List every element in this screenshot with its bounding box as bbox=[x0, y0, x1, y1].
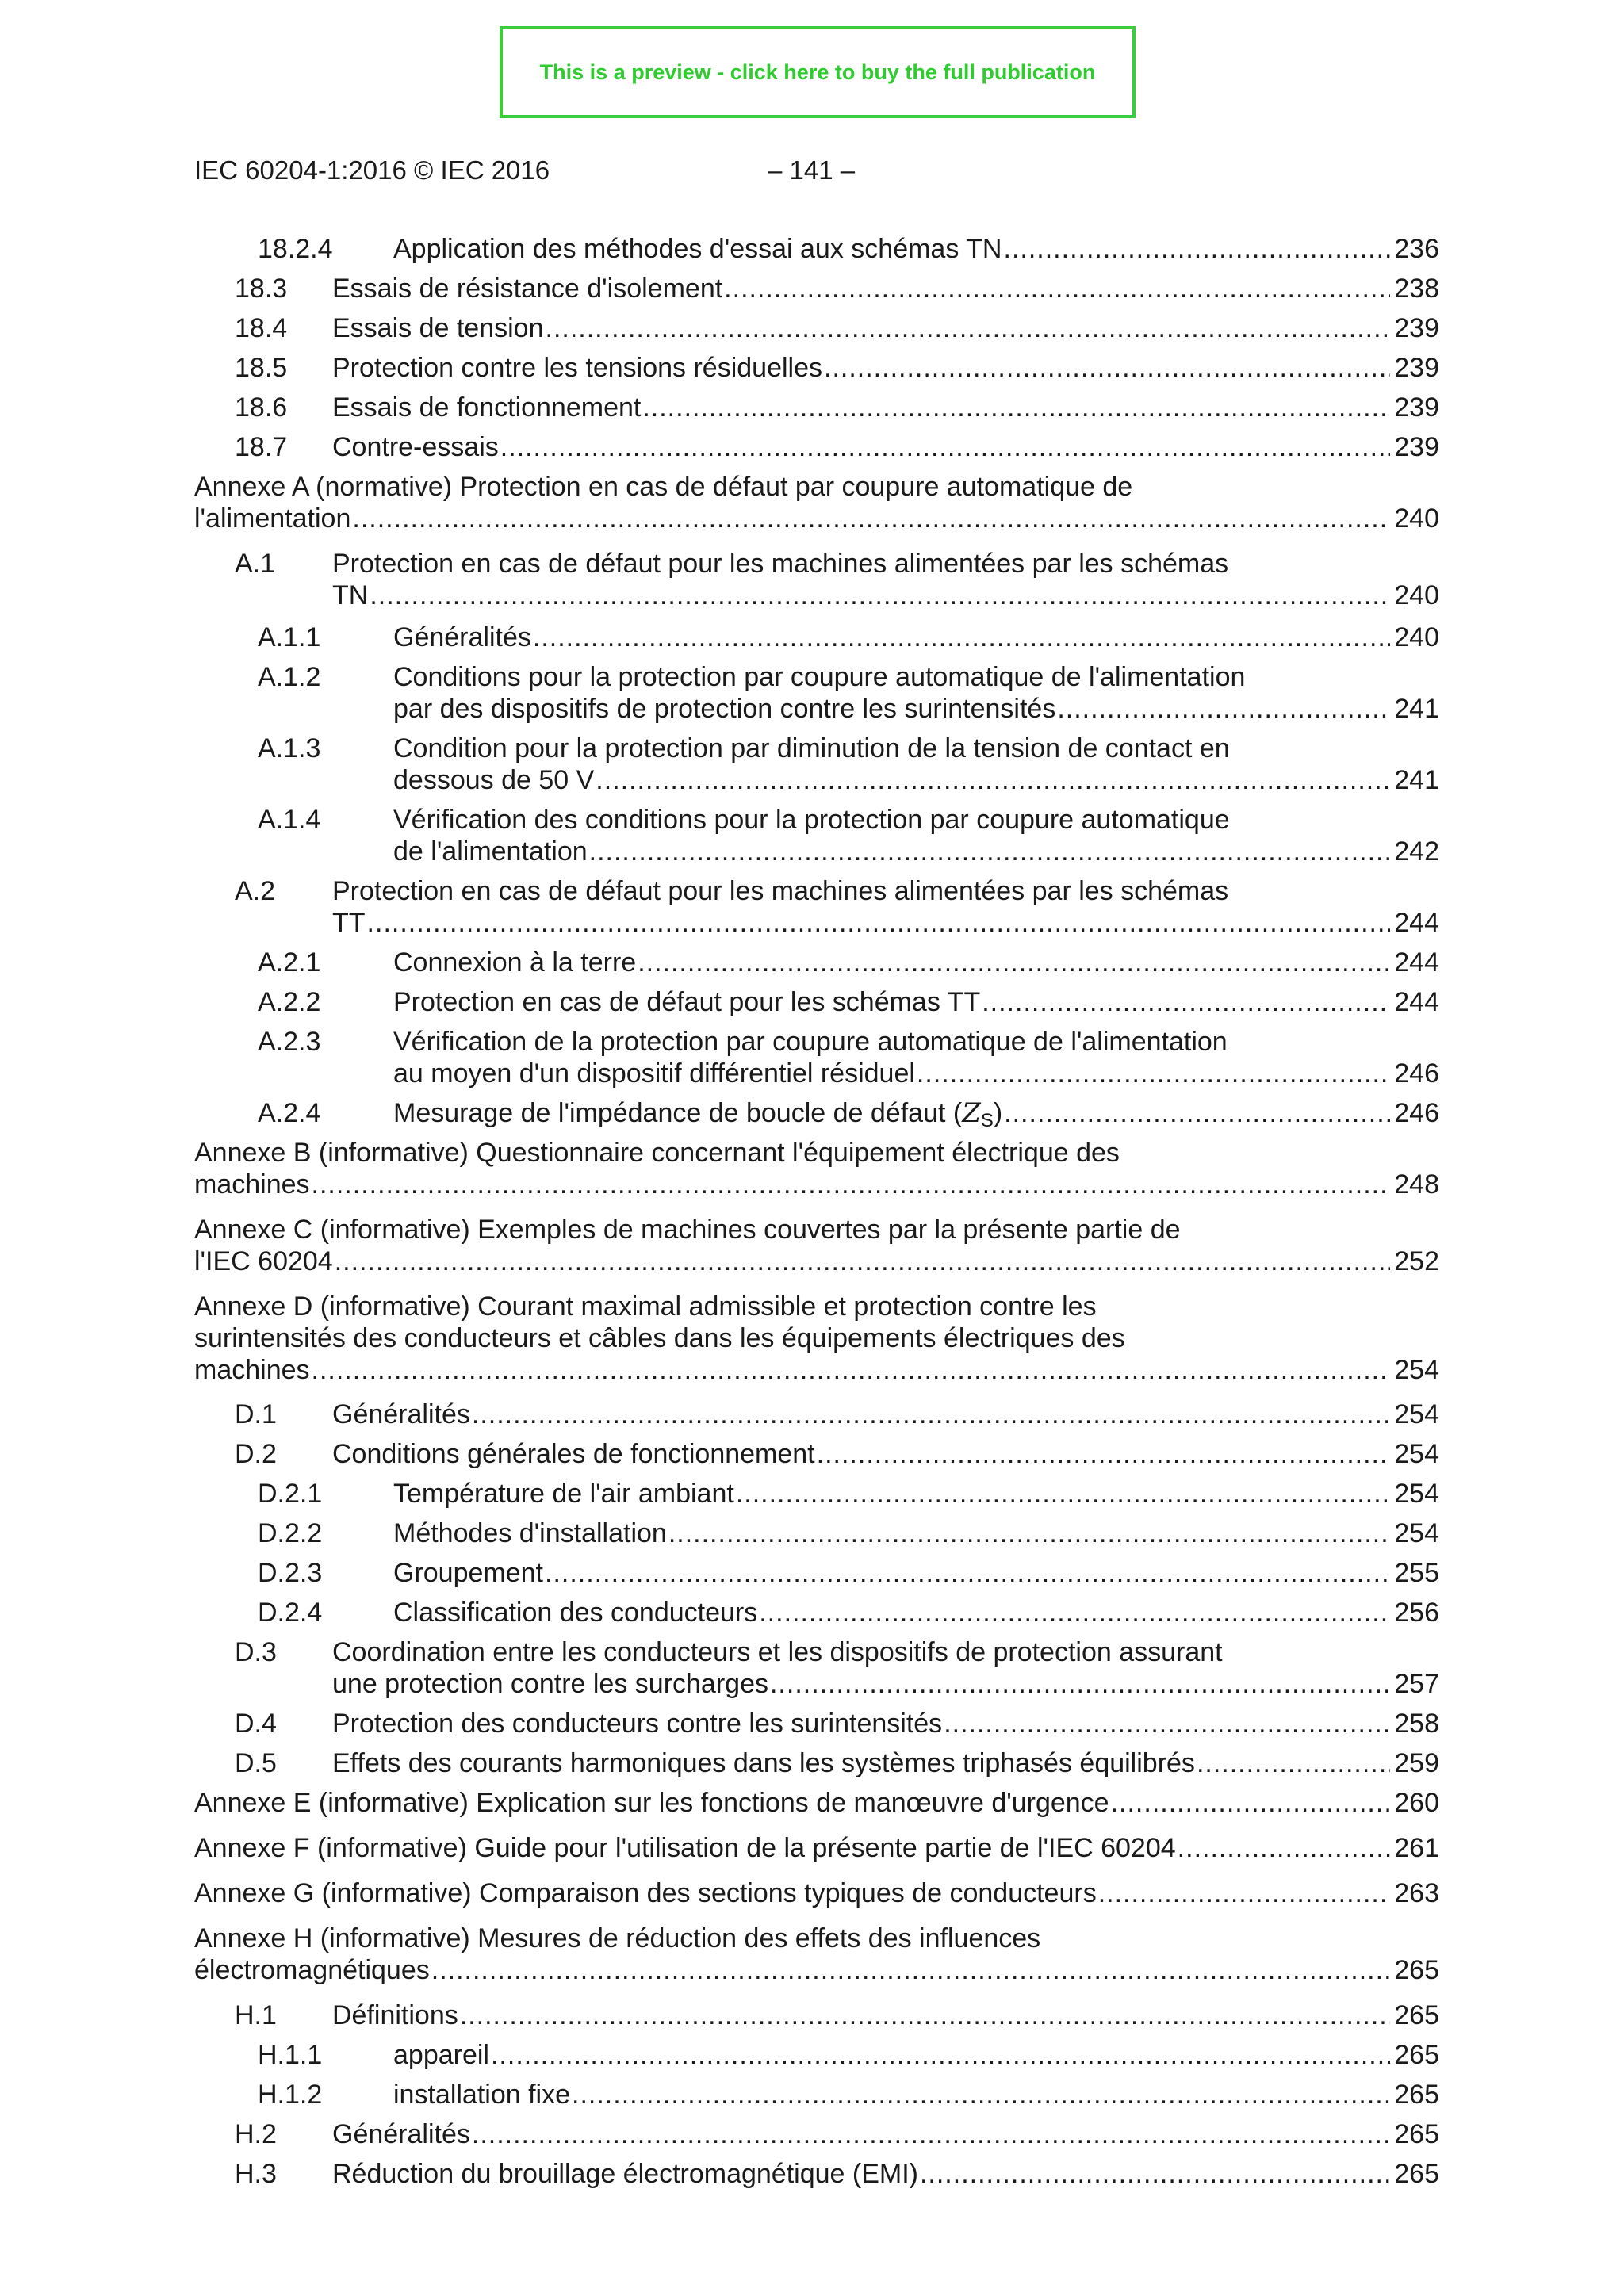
toc-entry[interactable] bbox=[258, 1597, 1439, 1628]
toc-number: D.2.1 bbox=[258, 1479, 323, 1509]
toc-title: Essais de résistance d'isolement bbox=[332, 274, 723, 304]
toc-entry[interactable] bbox=[258, 804, 1439, 867]
toc-entry[interactable] bbox=[235, 273, 1439, 304]
toc-number: A.1.1 bbox=[258, 622, 321, 652]
toc-annex-entry[interactable] bbox=[194, 1923, 1439, 1986]
toc-annex-entry[interactable] bbox=[194, 471, 1439, 534]
toc-page: 252 bbox=[1394, 1246, 1439, 1276]
toc-title-continued: au moyen d'un dispositif différentiel résiduel bbox=[393, 1058, 915, 1089]
toc-title: Vérification de la protection par coupure automatique de l'alimentation bbox=[393, 1027, 1228, 1057]
toc-number: A.2.1 bbox=[258, 947, 321, 978]
toc-title: appareil bbox=[393, 2040, 489, 2070]
toc-annex-entry[interactable] bbox=[194, 1787, 1439, 1819]
toc-title: Protection en cas de défaut pour les machines alimentées par les schémas bbox=[332, 549, 1229, 579]
toc-title: Annexe B (informative) Questionnaire concernant l'équipement électrique des bbox=[194, 1138, 1120, 1168]
toc-title-continued: par des dispositifs de protection contre les surintensités bbox=[393, 694, 1056, 724]
toc-number: A.2.3 bbox=[258, 1027, 321, 1057]
toc-title: Conditions générales de fonctionnement bbox=[332, 1439, 815, 1469]
toc-title: Connexion à la terre bbox=[393, 947, 637, 978]
toc-title: Protection des conducteurs contre les surintensités bbox=[332, 1709, 943, 1739]
toc-title-continued: dessous de 50 V bbox=[393, 765, 595, 795]
toc-entry[interactable] bbox=[235, 1999, 1439, 2031]
toc-number: 18.3 bbox=[235, 274, 288, 304]
toc-entry[interactable] bbox=[258, 1478, 1439, 1510]
toc-title: Effets des courants harmoniques dans les systèmes triphasés équilibrés bbox=[332, 1748, 1195, 1778]
toc-number: H.3 bbox=[235, 2159, 277, 2189]
toc-page: 246 bbox=[1394, 1098, 1439, 1128]
toc-title-continued: machines bbox=[194, 1355, 310, 1385]
toc-page: 240 bbox=[1394, 503, 1439, 534]
toc-title: Généralités bbox=[332, 2119, 470, 2149]
toc-title: Annexe E (informative) Explication sur les fonctions de manœuvre d'urgence bbox=[194, 1788, 1109, 1818]
toc-entry[interactable] bbox=[258, 233, 1439, 265]
toc-entry[interactable] bbox=[235, 431, 1439, 463]
toc-annex-entry[interactable] bbox=[194, 1877, 1439, 1909]
toc-title: Méthodes d'installation bbox=[393, 1518, 667, 1548]
toc-entry[interactable] bbox=[258, 2039, 1439, 2071]
toc-number: D.4 bbox=[235, 1709, 277, 1739]
toc-title-continued: électromagnétiques bbox=[194, 1955, 430, 1985]
toc-entry[interactable] bbox=[258, 986, 1439, 1018]
toc-title: Réduction du brouillage électromagnétique (EMI) bbox=[332, 2159, 918, 2189]
toc-number: H.1 bbox=[235, 2000, 277, 2030]
toc-entry[interactable] bbox=[235, 1708, 1439, 1739]
toc-entry[interactable] bbox=[235, 2118, 1439, 2150]
toc-title: Généralités bbox=[393, 622, 531, 652]
toc-title-continued: surintensités des conducteurs et câbles dans les équipements électriques des bbox=[194, 1323, 1125, 1353]
toc-number: D.1 bbox=[235, 1399, 277, 1429]
toc-page: 244 bbox=[1394, 987, 1439, 1017]
toc-page: 240 bbox=[1394, 580, 1439, 610]
toc-entry[interactable] bbox=[235, 392, 1439, 423]
toc-title: Vérification des conditions pour la protection par coupure automatique bbox=[393, 805, 1230, 835]
toc-entry[interactable] bbox=[258, 661, 1439, 725]
toc-title: Mesurage de l'impédance de boucle de défaut ( bbox=[393, 1098, 963, 1128]
toc-entry[interactable] bbox=[235, 875, 1439, 939]
toc-page: 265 bbox=[1394, 2119, 1439, 2149]
toc-number: A.1.3 bbox=[258, 733, 321, 763]
toc-title: Contre-essais bbox=[332, 432, 499, 462]
toc-entry[interactable] bbox=[258, 2079, 1439, 2110]
toc-entry[interactable] bbox=[258, 1517, 1439, 1549]
toc-page: 244 bbox=[1394, 947, 1439, 978]
toc-title-continued: une protection contre les surcharges bbox=[332, 1669, 768, 1699]
document-header: IEC 60204-1:2016 © IEC 2016 bbox=[194, 155, 550, 185]
toc-page: 256 bbox=[1394, 1598, 1439, 1628]
toc-title-continued: TN bbox=[332, 580, 369, 610]
toc-number: D.5 bbox=[235, 1748, 277, 1778]
toc-page: 240 bbox=[1394, 622, 1439, 652]
toc-entry[interactable] bbox=[235, 548, 1439, 611]
toc-number: H.1.1 bbox=[258, 2040, 323, 2070]
toc-page: 265 bbox=[1394, 2080, 1439, 2110]
toc-annex-entry[interactable] bbox=[194, 1137, 1439, 1200]
toc-entry[interactable] bbox=[258, 733, 1439, 796]
toc-number: 18.5 bbox=[235, 353, 288, 383]
toc-page: 241 bbox=[1394, 694, 1439, 724]
toc-title-continued: TT bbox=[332, 908, 366, 938]
toc-page: 265 bbox=[1394, 2000, 1439, 2030]
toc-page: 254 bbox=[1394, 1518, 1439, 1548]
toc-number: A.1 bbox=[235, 549, 276, 579]
impedance-subscript: S bbox=[980, 1110, 994, 1131]
toc-entry[interactable] bbox=[235, 1438, 1439, 1470]
toc-number: A.2 bbox=[235, 876, 276, 906]
toc-title: Protection en cas de défaut pour les schémas TT bbox=[393, 987, 981, 1017]
toc-page: 255 bbox=[1394, 1558, 1439, 1588]
toc-page: 257 bbox=[1394, 1669, 1439, 1699]
toc-entry[interactable] bbox=[235, 1636, 1439, 1700]
toc-number: A.2.2 bbox=[258, 987, 321, 1017]
toc-page: 238 bbox=[1394, 274, 1439, 304]
toc-page: 254 bbox=[1394, 1399, 1439, 1429]
toc-title: Annexe D (informative) Courant maximal admissible et protection contre les bbox=[194, 1292, 1097, 1322]
toc-page: 239 bbox=[1394, 353, 1439, 383]
toc-title: Annexe C (informative) Exemples de machines couvertes par la présente partie de bbox=[194, 1215, 1181, 1245]
toc-page: 259 bbox=[1394, 1748, 1439, 1778]
toc-number: D.2 bbox=[235, 1439, 277, 1469]
toc-number: A.1.2 bbox=[258, 662, 321, 692]
toc-title: Protection en cas de défaut pour les machines alimentées par les schémas bbox=[332, 876, 1229, 906]
toc-number: D.3 bbox=[235, 1637, 277, 1667]
toc-title: Température de l'air ambiant bbox=[393, 1479, 734, 1509]
toc-page: 265 bbox=[1394, 1955, 1439, 1985]
toc-title: Condition pour la protection par diminution de la tension de contact en bbox=[393, 733, 1230, 763]
page-number: – 141 – bbox=[768, 155, 856, 185]
toc-page: 258 bbox=[1394, 1709, 1439, 1739]
toc-title: Annexe A (normative) Protection en cas de défaut par coupure automatique de bbox=[194, 472, 1133, 502]
toc-entry[interactable] bbox=[235, 1399, 1439, 1430]
toc-number: H.1.2 bbox=[258, 2080, 323, 2110]
toc-entry[interactable] bbox=[258, 622, 1439, 653]
toc-page: 236 bbox=[1394, 234, 1439, 264]
toc-number: A.2.4 bbox=[258, 1098, 321, 1128]
toc-entry[interactable] bbox=[258, 1557, 1439, 1589]
toc-page: 239 bbox=[1394, 313, 1439, 343]
toc-number: D.2.4 bbox=[258, 1598, 323, 1628]
toc-page: 244 bbox=[1394, 908, 1439, 938]
toc-entry[interactable] bbox=[235, 312, 1439, 344]
toc-title: Généralités bbox=[332, 1399, 470, 1429]
toc-page: 261 bbox=[1394, 1833, 1439, 1863]
toc-page: 254 bbox=[1394, 1479, 1439, 1509]
toc-page: 248 bbox=[1394, 1169, 1439, 1200]
toc-title: Annexe G (informative) Comparaison des sections typiques de conducteurs bbox=[194, 1878, 1097, 1908]
toc-annex-entry[interactable] bbox=[194, 1291, 1439, 1386]
toc-annex-entry[interactable] bbox=[194, 1832, 1439, 1864]
toc-page: 239 bbox=[1394, 392, 1439, 423]
toc-entry[interactable] bbox=[258, 1097, 1439, 1129]
toc-annex-entry[interactable] bbox=[194, 1214, 1439, 1277]
toc-entry[interactable] bbox=[235, 1747, 1439, 1779]
toc-title-continued: de l'alimentation bbox=[393, 836, 588, 867]
toc-number: A.1.4 bbox=[258, 805, 321, 835]
toc-page: 241 bbox=[1394, 765, 1439, 795]
toc-entry[interactable] bbox=[258, 947, 1439, 978]
toc-title: Annexe F (informative) Guide pour l'utilisation de la présente partie de l'IEC 60204 bbox=[194, 1833, 1176, 1863]
toc-page: 260 bbox=[1394, 1788, 1439, 1818]
toc-title: Annexe H (informative) Mesures de réduction des effets des influences bbox=[194, 1923, 1041, 1954]
toc-title-continued: l'IEC 60204 bbox=[194, 1246, 333, 1276]
toc-page: 263 bbox=[1394, 1878, 1439, 1908]
toc-number: 18.6 bbox=[235, 392, 288, 423]
toc-number: D.2.2 bbox=[258, 1518, 323, 1548]
toc-title-close: ) bbox=[993, 1098, 1003, 1128]
toc-title: installation fixe bbox=[393, 2080, 571, 2110]
toc-page: 265 bbox=[1394, 2040, 1439, 2070]
toc-title: Essais de fonctionnement bbox=[332, 392, 642, 423]
toc-title: Essais de tension bbox=[332, 313, 544, 343]
toc-entry[interactable] bbox=[235, 352, 1439, 384]
toc-entry[interactable] bbox=[235, 2158, 1439, 2190]
toc-title: Application des méthodes d'essai aux schémas TN bbox=[393, 234, 1002, 264]
toc-title: Classification des conducteurs bbox=[393, 1598, 758, 1628]
toc-number: 18.2.4 bbox=[258, 234, 333, 264]
buy-publication-label: This is a preview - click here to buy the full publication bbox=[539, 59, 1096, 84]
impedance-symbol: Z bbox=[962, 1097, 981, 1129]
toc-title: Groupement bbox=[393, 1558, 543, 1588]
toc-number: 18.7 bbox=[235, 432, 288, 462]
toc-entry[interactable] bbox=[258, 1026, 1439, 1089]
toc-title-continued: machines bbox=[194, 1169, 310, 1200]
toc-page: 246 bbox=[1394, 1058, 1439, 1089]
toc-page: 242 bbox=[1394, 836, 1439, 867]
toc-page: 254 bbox=[1394, 1439, 1439, 1469]
toc-title: Coordination entre les conducteurs et les dispositifs de protection assurant bbox=[332, 1637, 1223, 1667]
toc-number: D.2.3 bbox=[258, 1558, 323, 1588]
toc-page: 239 bbox=[1394, 432, 1439, 462]
toc-title-continued: l'alimentation bbox=[194, 503, 351, 534]
toc-number: 18.4 bbox=[235, 313, 288, 343]
toc-title: Protection contre les tensions résiduelles bbox=[332, 353, 822, 383]
toc-title: Définitions bbox=[332, 2000, 458, 2030]
toc-page: 254 bbox=[1394, 1355, 1439, 1385]
toc-number: H.2 bbox=[235, 2119, 277, 2149]
toc-title: Conditions pour la protection par coupure automatique de l'alimentation bbox=[393, 662, 1246, 692]
toc-page: 265 bbox=[1394, 2159, 1439, 2189]
